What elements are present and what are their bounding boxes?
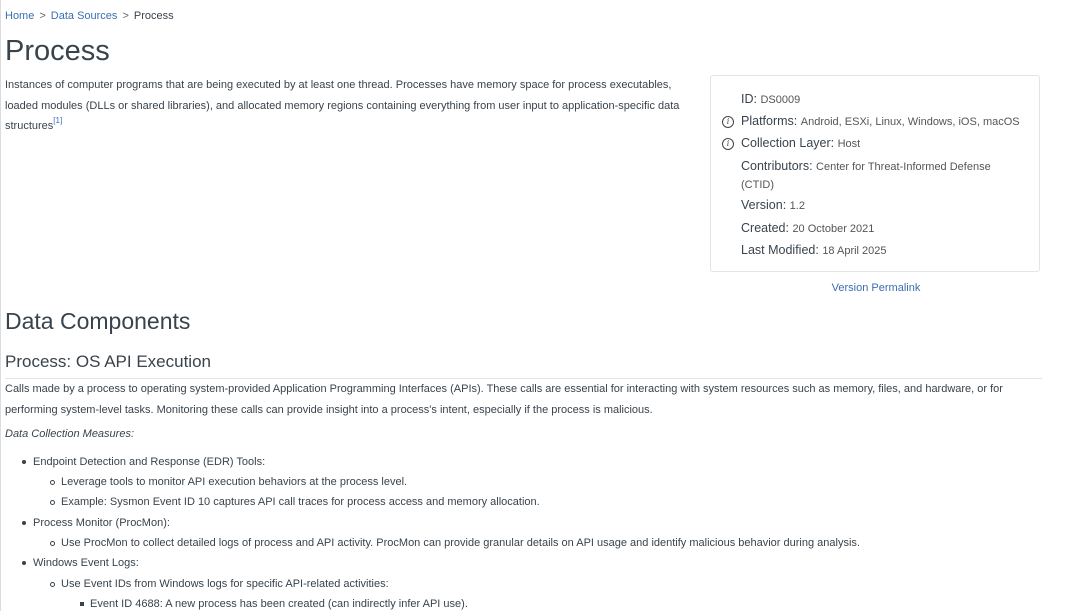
- collection-label: Collection Layer:: [741, 136, 835, 150]
- card-version-row: [741, 197, 805, 215]
- created-label: Created:: [741, 221, 789, 235]
- list-item: [33, 455, 265, 469]
- list-item: [61, 495, 540, 509]
- list-item-text: Process Monitor (ProcMon):: [33, 517, 170, 529]
- list-item: [61, 577, 389, 591]
- card-collection-row: [726, 135, 861, 153]
- version-permalink-link[interactable]: Version Permalink: [831, 282, 921, 294]
- bullet: [22, 561, 26, 565]
- breadcrumb-current: Process: [133, 10, 174, 22]
- card-id-row: [741, 91, 800, 109]
- platforms-label: Platforms:: [741, 114, 798, 128]
- info-card: [710, 75, 1040, 272]
- page-title: Process: [5, 35, 110, 67]
- version-value: 1.2: [789, 200, 805, 212]
- list-item: [61, 536, 860, 550]
- list-item: [33, 556, 139, 570]
- id-value: DS0009: [760, 94, 801, 106]
- component-heading: Process: OS API Execution: [5, 351, 1042, 379]
- breadcrumb-separator: >: [39, 10, 46, 22]
- card-contributors-row: [741, 158, 1011, 194]
- breadcrumb-home-link[interactable]: Home: [5, 10, 35, 22]
- page-description: [5, 75, 705, 137]
- bullet: [22, 460, 26, 464]
- version-label: Version:: [741, 198, 787, 212]
- component-description: Calls made by a process to operating system-provided Application Programming Interfaces (APIs). These calls are essential for interacting with system resources such as memory, files, and hardware, or for performing system-level tasks. Monitoring these calls can provide insight into a process's intent, especially if the process is malicious.: [5, 383, 1003, 416]
- card-modified-row: [741, 242, 887, 260]
- data-components-heading: Data Components: [5, 308, 191, 334]
- created-value: 20 October 2021: [792, 223, 875, 235]
- card-platforms-row: [726, 113, 1020, 131]
- list-item: [90, 597, 468, 611]
- bullet: [22, 521, 26, 525]
- contributors-value: Center for Threat-Informed Defense (CTID): [741, 161, 991, 191]
- list-item: [61, 475, 407, 489]
- list-item-text: Example: Sysmon Event ID 10 captures API call traces for process access and memory allocation.: [61, 496, 540, 508]
- list-item: [33, 516, 170, 530]
- modified-label: Last Modified:: [741, 243, 819, 257]
- list-item-text: Endpoint Detection and Response (EDR) Tools:: [33, 456, 266, 468]
- citation-link[interactable]: [1]: [53, 116, 63, 125]
- breadcrumb-separator: >: [122, 10, 129, 22]
- list-item-text: Windows Event Logs:: [33, 557, 139, 569]
- measures-label: Data Collection Measures:: [5, 428, 135, 440]
- left-border: [0, 0, 1, 611]
- bullet: [80, 602, 84, 606]
- list-item-text: Use ProcMon to collect detailed logs of process and API activity. ProcMon can provide granular details on API usage and identify malicious behavior during analysis.: [61, 537, 860, 549]
- bullet: [50, 500, 55, 505]
- collection-value: Host: [837, 138, 861, 150]
- breadcrumb: [5, 9, 174, 23]
- list-item-text: Event ID 4688: A new process has been created (can indirectly infer API use).: [90, 598, 468, 610]
- bullet: [50, 541, 55, 546]
- list-item-text: Use Event IDs from Windows logs for specific API-related activities:: [61, 578, 389, 590]
- breadcrumb-data-sources-link[interactable]: Data Sources: [50, 10, 118, 22]
- card-created-row: [741, 220, 874, 238]
- info-icon[interactable]: i: [722, 138, 734, 150]
- bullet: [50, 480, 55, 485]
- platforms-value: Android, ESXi, Linux, Windows, iOS, macOS: [800, 116, 1020, 128]
- bullet: [50, 582, 55, 587]
- contributors-label: Contributors:: [741, 159, 813, 173]
- description-text: Instances of computer programs that are being executed by at least one thread. Processes have memory space for process executables, loaded modules (DLLs or shared libraries), and allocated memory regions containing everything from user input to application-specific data structures: [5, 79, 680, 132]
- info-icon[interactable]: i: [722, 116, 734, 128]
- id-label: ID:: [741, 92, 757, 106]
- list-item-text: Leverage tools to monitor API execution behaviors at the process level.: [61, 476, 408, 488]
- modified-value: 18 April 2025: [822, 245, 887, 257]
